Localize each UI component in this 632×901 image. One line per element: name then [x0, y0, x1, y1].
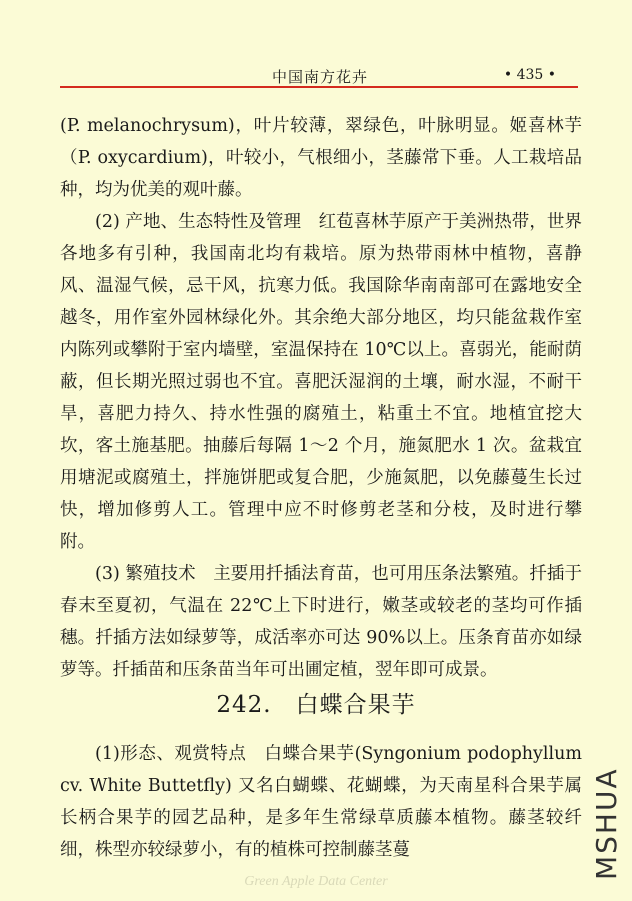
- paragraph-intro: (P. melanochrysum)，叶片较薄，翠绿色，叶脉明显。姬喜林芋（P. oxycardium)，叶较小，气根细小，茎藤常下垂。人工栽培品种，均为优美的观叶藤。: [60, 116, 582, 200]
- watermark-text: Green Apple Data Center: [244, 874, 388, 889]
- paragraph-morphology: (1)形态、观赏特点 白蝶合果芋(Syngonium podophyllum cv. White Buttetfly) 又名白蝴蝶、花蝴蝶，为天南星科合果芋属长柄合果芋的园艺品种，是多年生常绿草质藤本植物。藤茎较纤细，株型亦较绿萝小，有的植株可控制藤茎蔓: [60, 744, 582, 860]
- main-text: [60, 110, 582, 686]
- section-text: [60, 738, 582, 866]
- header-divider: [60, 86, 578, 88]
- paragraph-propagation: (3) 繁殖技术 主要用扦插法育苗，也可用压条法繁殖。扦插于春末至夏初，气温在 22℃上下时进行，嫩茎或较老的茎均可作插穗。扦插方法如绿萝等，成活率亦可达 90%以上。压条育苗亦如绿萝等。扦插苗和压条苗当年可出圃定植，翌年即可成景。: [60, 564, 582, 680]
- page-number: • 435 •: [503, 67, 556, 83]
- header-title: 中国南方花卉: [272, 68, 369, 86]
- side-watermark: MSHUA: [590, 767, 623, 880]
- section-heading: 242. 白蝶合果芋: [216, 692, 416, 718]
- paragraph-habitat-management: (2) 产地、生态特性及管理 红苞喜林芋原产于美洲热带，世界各地多有引种，我国南北均有栽培。原为热带雨林中植物，喜静风、温湿气候，忌干风，抗寒力低。我国除华南南部可在露地安全越冬，用作室外园林绿化外。其余绝大部分地区，均只能盆栽作室内陈列或攀附于室内墙壁，室温保持在 10℃以上。喜弱光，能耐荫蔽，但长期光照过弱也不宜。喜肥沃湿润的土壤，耐水湿，不耐干旱，喜肥力持久、持水性强的腐殖土，粘重土不宜。地植宜挖大坎，客土施基肥。抽藤后每隔 1～2 个月，施氮肥水 1 次。盆栽宜用塘泥或腐殖土，拌施饼肥或复合肥，少施氮肥，以免藤蔓生长过快，增加修剪人工。管理中应不时修剪老茎和分枝，及时进行攀附。: [60, 212, 582, 552]
- running-header: [60, 64, 578, 90]
